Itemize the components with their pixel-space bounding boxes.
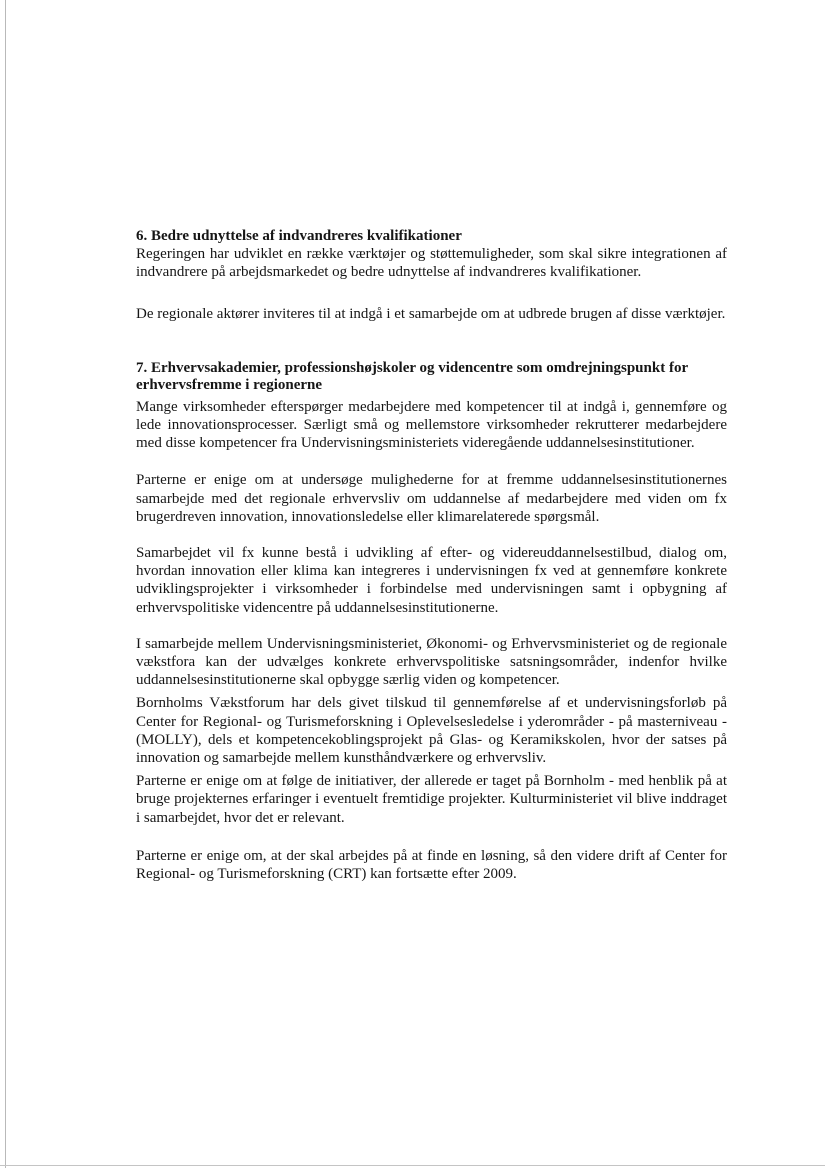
section-7-paragraph-7: Parterne er enige om, at der skal arbejdes på at finde en løsning, så den videre drift af Center for Regional- og Turismeforskning (CRT) kan fortsætte efter 2009. (136, 847, 727, 883)
section-7-heading: 7. Erhvervsakademier, professionshøjskoler og videncentre som omdrejningspunkt for erhvervsfremme i regionerne (136, 359, 688, 393)
document-body (136, 227, 727, 883)
section-7-paragraph-5: Bornholms Vækstforum har dels givet tilskud til gennemførelse af et undervisningsforløb på Center for Regional- og Turismeforskning i Oplevelsesledelse i yderområder - på masterniveau - (MOLLY), dels et kompetencekoblingsprojekt på Glas- og Keramikskolen, hvor der satses på innovation og samarbejde mellem kunsthåndværkere og erhvervsliv. (136, 695, 727, 767)
section-6-paragraph-2: De regionale aktører inviteres til at indgå i et samarbejde om at udbrede brugen af disse værktøjer. (136, 305, 726, 322)
section-7-paragraph-3: Samarbejdet vil fx kunne bestå i udvikling af efter- og videreuddannelsestilbud, dialog om, hvordan innovation eller klima kan integreres i undervisningen fx ved at gennemføre konkrete udviklingsprojekter i virksomheder i forbindelse med undervisningen samt i opbygning af erhvervspolitiske videncentre på uddannelsesinstitutionerne. (136, 545, 727, 616)
section-7-paragraph-6: Parterne er enige om at følge de initiativer, der allerede er taget på Bornholm - med henblik på at bruge projekternes erfaringer i eventuelt fremtidige projekter. Kulturministeriet vil blive inddraget i samarbejdet, hvor det er relevant. (136, 773, 727, 826)
section-6-paragraph-1: Regeringen har udviklet en række værktøjer og støttemuligheder, som skal sikre integrationen af indvandrere på arbejdsmarkedet og bedre udnyttelse af indvandreres kvalifikationer. (136, 246, 727, 281)
section-7-paragraph-2: Parterne er enige om at undersøge mulighederne for at fremme uddannelsesinstitutionernes samarbejde med det regionale erhvervsliv om uddannelse af medarbejdere med viden om fx brugerdreven innovation, innovationsledelse eller klimarelaterede spørgsmål. (136, 472, 727, 525)
section-7 (136, 360, 727, 883)
section-7-paragraph-4: I samarbejde mellem Undervisningsministeriet, Økonomi- og Erhvervsministeriet og de regionale vækstfora kan der udvælges konkrete erhvervspolitiske satsningsområder, indenfor hvilke uddannelsesinstitutionerne skal opbygge særlig viden og kompetencer. (136, 635, 727, 689)
section-6 (136, 227, 727, 323)
section-6-heading: 6. Bedre udnyttelse af indvandreres kvalifikationer (136, 228, 462, 244)
scan-bottom-edge-line (0, 1165, 825, 1166)
section-7-paragraph-1: Mange virksomheder efterspørger medarbejdere med kompetencer til at indgå i, gennemføre og lede innovationsprocesser. Særligt små og mellemstore virksomheder rekrutterer medarbejdere med disse kompetencer fra Undervisningsministeriets videregående uddannelsesinstitutioner. (136, 398, 727, 452)
scan-left-edge-line (5, 0, 6, 1168)
